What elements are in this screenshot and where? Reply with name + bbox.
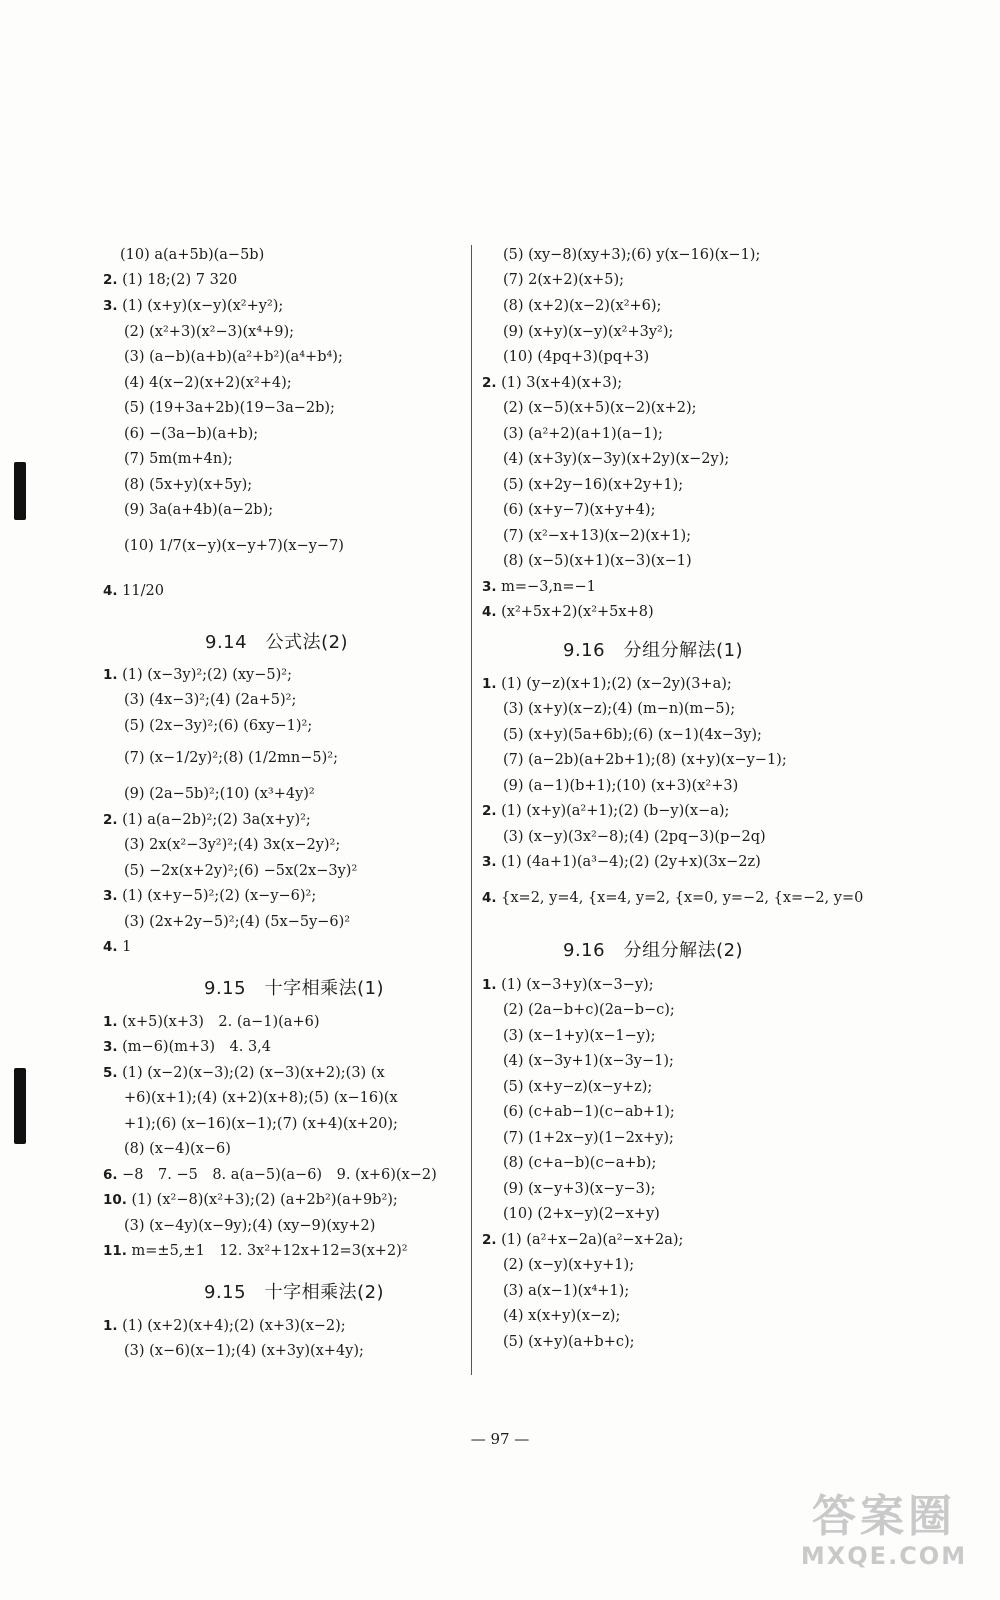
answer-line [503, 500, 655, 520]
answer-text: (9) (2a−5b)²;(10) (x³+4y)² [124, 786, 315, 802]
answer-line [124, 861, 357, 881]
answer-text: (7) 2(x+2)(x+5); [503, 272, 624, 288]
item-number: 2. [482, 803, 497, 819]
answer-line [103, 665, 292, 685]
answer-text: +6)(x+1);(4) (x+2)(x+8);(5) (x−16)(x [124, 1090, 398, 1106]
answer-text: 1 [122, 939, 132, 955]
answer-line [503, 827, 766, 847]
answer-text: (3) (x−y)(3x²−8);(4) (2pq−3)(p−2q) [503, 829, 766, 845]
answer-line [103, 1165, 437, 1185]
page-number: — 97 — [470, 1430, 530, 1448]
answer-text: (6) (c+ab−1)(c−ab+1); [503, 1104, 675, 1120]
answer-line [482, 852, 761, 872]
answer-text: (1) 3(x+4)(x+3); [501, 375, 623, 391]
answer-line [124, 1114, 398, 1134]
scan-mark-bottom [14, 1068, 26, 1144]
answer-text: (8) (x−5)(x+1)(x−3)(x−1) [503, 553, 692, 569]
item-number: 2. [103, 272, 118, 288]
section-heading: 9.14 公式法(2) [205, 632, 349, 653]
answer-line [503, 776, 738, 796]
answer-text: (1) (y−z)(x+1);(2) (x−2y)(3+a); [501, 676, 732, 692]
item-number: 5. [103, 1065, 118, 1081]
watermark-logo [794, 1492, 974, 1574]
answer-text: (5) (x+y−z)(x−y+z); [503, 1079, 653, 1095]
answer-line [103, 1037, 271, 1057]
answer-line [124, 1139, 231, 1159]
answer-line [103, 1012, 319, 1032]
answer-text: (1) (x+y)(a²+1);(2) (b−y)(x−a); [501, 803, 730, 819]
item-number: 4. [482, 890, 497, 906]
item-number: 3. [103, 888, 118, 904]
answer-text: (5) −2x(x+2y)²;(6) −5x(2x−3y)² [124, 863, 358, 879]
answer-line [503, 347, 649, 367]
answer-text: (2) (2a−b+c)(2a−b−c); [503, 1002, 675, 1018]
answer-text: (2) (x²+3)(x²−3)(x⁴+9); [124, 324, 295, 340]
answer-line [503, 1204, 660, 1224]
answer-line [503, 449, 729, 469]
answer-line [103, 937, 131, 957]
answer-line [482, 674, 732, 694]
answer-line [124, 398, 335, 418]
item-number: 4. [103, 583, 118, 599]
answer-text: (3) (x+y)(x−z);(4) (m−n)(m−5); [503, 701, 736, 717]
answer-text: (x²+5x+2)(x²+5x+8) [501, 604, 654, 620]
watermark-line1: 答案圈 [812, 1491, 956, 1542]
answer-text: (5) (xy−8)(xy+3);(6) y(x−16)(x−1); [503, 247, 761, 263]
answer-line [503, 1255, 634, 1275]
answer-line [503, 1332, 635, 1352]
answer-text: m=±5,±1 12. 3x²+12x+12=3(x+2)² [131, 1243, 408, 1259]
answer-text: (5) (2x−3y)²;(6) (6xy−1)²; [124, 718, 313, 734]
answer-text: (8) (x−4)(x−6) [124, 1141, 231, 1157]
answer-line [482, 888, 863, 908]
section-heading: 9.16 分组分解法(2) [563, 940, 744, 961]
item-number: 3. [482, 579, 497, 595]
answer-line [503, 1026, 655, 1046]
item-number: 1. [103, 1318, 118, 1334]
answer-line [103, 581, 164, 601]
answer-line [103, 296, 283, 316]
answer-text: (3) (x−6)(x−1);(4) (x+3y)(x+4y); [124, 1343, 364, 1359]
column-divider [471, 245, 472, 1375]
answer-line [103, 886, 316, 906]
answer-text: (1) (x−3+y)(x−3−y); [501, 977, 654, 993]
answer-text: (8) (x+2)(x−2)(x²+6); [503, 298, 662, 314]
answer-line [482, 975, 654, 995]
answer-text: (5) (x+y)(5a+6b);(6) (x−1)(4x−3y); [503, 727, 762, 743]
answer-text: (10) a(a+5b)(a−5b) [120, 247, 265, 263]
answer-line [124, 835, 340, 855]
answer-text: (8) (c+a−b)(c−a+b); [503, 1155, 657, 1171]
answer-text: (7) (1+2x−y)(1−2x+y); [503, 1130, 674, 1146]
item-number: 2. [103, 812, 118, 828]
answer-text: (x+5)(x+3) 2. (a−1)(a+6) [122, 1014, 320, 1030]
section-heading: 9.15 十字相乘法(2) [204, 1282, 385, 1303]
answer-line [503, 1179, 655, 1199]
answer-line [103, 270, 237, 290]
answer-line [120, 245, 264, 265]
answer-text: (5) (x+2y−16)(x+2y+1); [503, 477, 684, 493]
answer-line [103, 1316, 346, 1336]
answer-line [503, 1102, 675, 1122]
item-number: 3. [103, 298, 118, 314]
answer-text: (1) a(a−2b)²;(2) 3a(x+y)²; [122, 812, 311, 828]
answer-line [503, 475, 683, 495]
section-heading: 9.16 分组分解法(1) [563, 640, 744, 661]
answer-line [482, 602, 654, 622]
answer-text: (1) (a²+x−2a)(a²−x+2a); [501, 1232, 684, 1248]
answer-line [503, 699, 735, 719]
answer-line [503, 296, 661, 316]
answer-line [124, 449, 233, 469]
item-number: 6. [103, 1167, 118, 1183]
answer-line [482, 373, 622, 393]
item-number: 1. [482, 676, 497, 692]
answer-line [124, 748, 338, 768]
answer-line [503, 551, 692, 571]
answer-line [503, 1128, 674, 1148]
answer-line [503, 750, 787, 770]
answer-line [103, 810, 311, 830]
answer-text: −8 7. −5 8. a(a−5)(a−6) 9. (x+6)(x−2) [122, 1167, 437, 1183]
item-number: 2. [482, 1232, 497, 1248]
answer-text: (7) (x²−x+13)(x−2)(x+1); [503, 528, 691, 544]
item-number: 3. [482, 854, 497, 870]
item-number: 10. [103, 1192, 127, 1208]
answer-text: (4) x(x+y)(x−z); [503, 1308, 621, 1324]
answer-line [503, 1281, 629, 1301]
answer-line [124, 536, 344, 556]
answer-text: (3) (2x+2y−5)²;(4) (5x−5y−6)² [124, 914, 351, 930]
answer-line [503, 1051, 674, 1071]
answer-text: (10) (4pq+3)(pq+3) [503, 349, 650, 365]
answer-text: (1) (x+y−5)²;(2) (x−y−6)²; [122, 888, 317, 904]
answer-text: m=−3,n=−1 [501, 579, 596, 595]
answer-text: (4) (x+3y)(x−3y)(x+2y)(x−2y); [503, 451, 730, 467]
answer-line [124, 424, 258, 444]
section-heading: 9.15 十字相乘法(1) [204, 978, 385, 999]
scan-mark-top [14, 462, 26, 520]
answer-text: (1) (x+2)(x+4);(2) (x+3)(x−2); [122, 1318, 346, 1334]
answer-line [103, 1190, 398, 1210]
answer-line [124, 322, 294, 342]
answer-text: 11/20 [122, 583, 164, 599]
item-number: 4. [103, 939, 118, 955]
answer-line [503, 1000, 675, 1020]
item-number: 1. [482, 977, 497, 993]
watermark-line2: MXQE.COM [800, 1542, 968, 1570]
item-number: 11. [103, 1243, 127, 1259]
answer-line [124, 373, 292, 393]
answer-line [503, 424, 663, 444]
answer-text: (3) (x−4y)(x−9y);(4) (xy−9)(xy+2) [124, 1218, 376, 1234]
answer-text: (7) 5m(m+4n); [124, 451, 233, 467]
answer-line [503, 526, 691, 546]
answer-text: (7) (a−2b)(a+2b+1);(8) (x+y)(x−y−1); [503, 752, 787, 768]
answer-text: (9) (x+y)(x−y)(x²+3y²); [503, 324, 674, 340]
answer-text: (3) a(x−1)(x⁴+1); [503, 1283, 630, 1299]
answer-text: (1) (x+y)(x−y)(x²+y²); [122, 298, 284, 314]
answer-text: (9) (a−1)(b+1);(10) (x+3)(x²+3) [503, 778, 739, 794]
answer-line [124, 347, 343, 367]
answer-text: (2) (x−5)(x+5)(x−2)(x+2); [503, 400, 697, 416]
answer-line [124, 1088, 398, 1108]
answer-text: (4) 4(x−2)(x+2)(x²+4); [124, 375, 292, 391]
answer-line [124, 1341, 364, 1361]
answer-text: (5) (19+3a+2b)(19−3a−2b); [124, 400, 335, 416]
answer-line [124, 1216, 375, 1236]
answer-text: (1) (x−2)(x−3);(2) (x−3)(x+2);(3) (x [122, 1065, 385, 1081]
answer-line [503, 725, 762, 745]
answer-text: (9) (x−y+3)(x−y−3); [503, 1181, 656, 1197]
answer-line [503, 1306, 620, 1326]
answer-text: (3) (4x−3)²;(4) (2a+5)²; [124, 692, 297, 708]
answer-text: (9) 3a(a+4b)(a−2b); [124, 502, 274, 518]
answer-text: (8) (5x+y)(x+5y); [124, 477, 253, 493]
answer-text: (1) 18;(2) 7 320 [122, 272, 238, 288]
answer-text: (5) (x+y)(a+b+c); [503, 1334, 635, 1350]
item-number: 2. [482, 375, 497, 391]
answer-text: (3) (a²+2)(a+1)(a−1); [503, 426, 663, 442]
answer-line [482, 577, 596, 597]
item-number: 3. [103, 1039, 118, 1055]
answer-line [124, 500, 273, 520]
answer-text: (1) (x²−8)(x²+3);(2) (a+2b²)(a+9b²); [131, 1192, 398, 1208]
answer-line [124, 690, 296, 710]
answer-line [503, 245, 760, 265]
answer-line [503, 1077, 652, 1097]
answer-line [103, 1241, 408, 1261]
answer-text: (7) (x−1/2y)²;(8) (1/2mn−5)²; [124, 750, 338, 766]
answer-line [124, 912, 350, 932]
answer-line [503, 270, 624, 290]
answer-line [482, 1230, 683, 1250]
answer-text: (10) 1/7(x−y)(x−y+7)(x−y−7) [124, 538, 344, 554]
answer-line [124, 716, 312, 736]
answer-text: (3) (a−b)(a+b)(a²+b²)(a⁴+b⁴); [124, 349, 343, 365]
answer-line [124, 475, 252, 495]
item-number: 4. [482, 604, 497, 620]
item-number: 1. [103, 667, 118, 683]
answer-line [503, 398, 697, 418]
answer-line [482, 801, 729, 821]
answer-text: (10) (2+x−y)(2−x+y) [503, 1206, 660, 1222]
item-number: 1. [103, 1014, 118, 1030]
answer-text: (3) 2x(x²−3y²)²;(4) 3x(x−2y)²; [124, 837, 341, 853]
answer-text: (6) −(3a−b)(a+b); [124, 426, 259, 442]
answer-line [103, 1063, 385, 1083]
answer-text: (1) (x−3y)²;(2) (xy−5)²; [122, 667, 292, 683]
answer-text: (3) (x−1+y)(x−1−y); [503, 1028, 656, 1044]
answer-text: (1) (4a+1)(a³−4);(2) (2y+x)(3x−2z) [501, 854, 761, 870]
answer-text: (6) (x+y−7)(x+y+4); [503, 502, 656, 518]
answer-text: (2) (x−y)(x+y+1); [503, 1257, 635, 1273]
answer-line [503, 322, 673, 342]
answer-text: {x=2, y=4, {x=4, y=2, {x=0, y=−2, {x=−2, y=0 [501, 890, 864, 906]
answer-line [124, 784, 315, 804]
answer-text: +1);(6) (x−16)(x−1);(7) (x+4)(x+20); [124, 1116, 398, 1132]
answer-line [503, 1153, 656, 1173]
answer-text: (4) (x−3y+1)(x−3y−1); [503, 1053, 674, 1069]
answer-text: (m−6)(m+3) 4. 3,4 [122, 1039, 272, 1055]
